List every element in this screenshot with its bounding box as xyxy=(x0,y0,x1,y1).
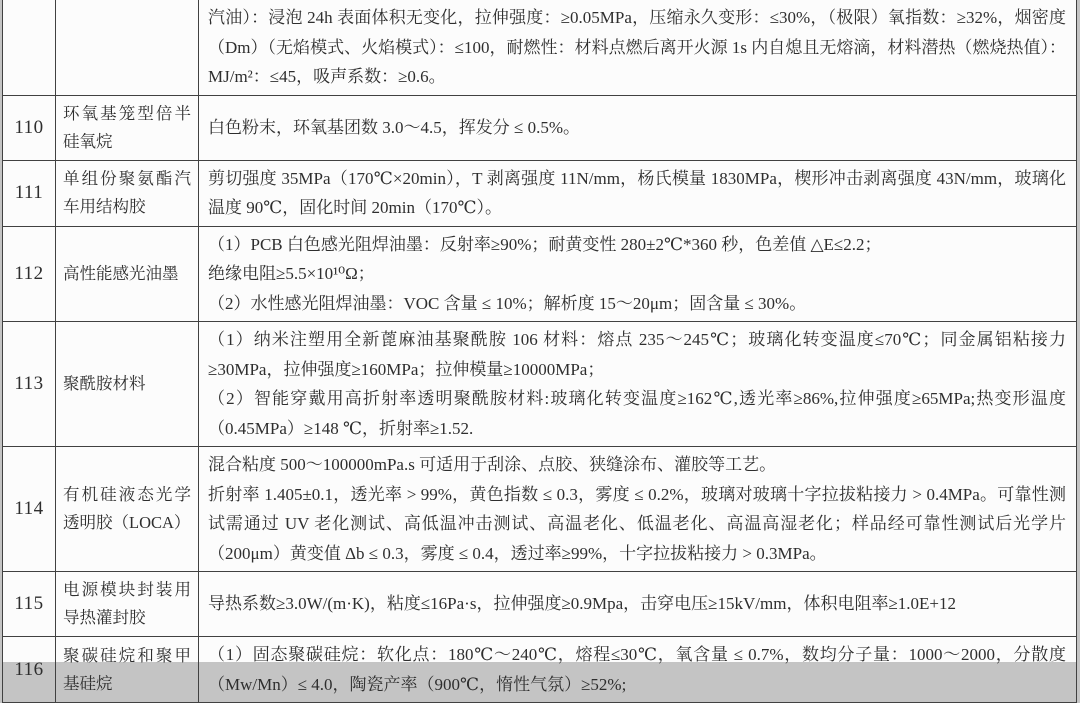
spec-paragraph: 导热系数≥3.0W/(m·K)，粘度≤16Pa·s，拉伸强度≥0.9Mpa，击穿电压≥15kV/mm，体积电阻率≥1.0E+12 xyxy=(208,594,957,614)
spec-cell xyxy=(199,637,1077,703)
spec-cell xyxy=(199,447,1077,572)
spec-paragraph: （1）PCB 白色感光阻焊油墨：反射率≥90%；耐黄变性 280±2℃*360 秒，色差值 △E≤2.2； xyxy=(208,234,882,254)
table-row-113 xyxy=(3,322,1077,447)
spec-cell xyxy=(199,95,1077,160)
material-name-cell: 电源模块封装用导热灌封胶 xyxy=(56,572,199,637)
spec-paragraph: 白色粉末，环氧基团数 3.0～4.5，挥发分 ≤ 0.5%。 xyxy=(208,117,580,137)
table-row-110 xyxy=(3,95,1077,160)
spec-paragraph: 绝缘电阻≥5.5×10¹⁰Ω； xyxy=(208,264,375,283)
row-number-cell: 112 xyxy=(3,226,56,322)
materials-table xyxy=(2,0,1077,703)
row-number-cell: 111 xyxy=(3,160,56,226)
spec-cell xyxy=(199,226,1077,322)
row-number-cell: 113 xyxy=(3,322,56,447)
row-number-cell: 110 xyxy=(3,95,56,160)
spec-paragraph: （2）水性感光阻焊油墨：VOC 含量 ≤ 10%；解析度 15～20μm；固含量 ≤ 30%。 xyxy=(208,293,807,313)
table-row-114 xyxy=(3,447,1077,572)
document-page xyxy=(2,0,1077,694)
table-row-112 xyxy=(3,226,1077,322)
material-name-cell xyxy=(56,0,199,95)
material-name-cell: 聚酰胺材料 xyxy=(56,322,199,447)
spec-cell xyxy=(199,160,1077,226)
spec-paragraph: （1）纳米注塑用全新蓖麻油基聚酰胺 106 材料：熔点 235～245℃；玻璃化转变温度≤70℃；同金属铝粘接力≥30MPa，拉伸强度≥160MPa；拉伸模量≥10000MPa； xyxy=(208,330,1066,379)
spec-paragraph: 混合粘度 500～100000mPa.s 可适用于刮涂、点胶、狭缝涂布、灌胶等工艺。 xyxy=(208,455,777,474)
material-name-cell: 环氧基笼型倍半硅氧烷 xyxy=(56,95,199,160)
spec-cell xyxy=(199,322,1077,447)
spec-paragraph: 剪切强度 35MPa（170℃×20min），T 剥离强度 11N/mm，杨氏模量 1830MPa，楔形冲击剥离强度 43N/mm，玻璃化温度 90℃，固化时间 20min（170℃）。 xyxy=(208,168,1066,217)
table-row-115 xyxy=(3,572,1077,637)
row-number-cell: 116 xyxy=(3,637,56,703)
spec-paragraph: 折射率 1.405±0.1，透光率 > 99%，黄色指数 ≤ 0.3，雾度 ≤ 0.2%，玻璃对玻璃十字拉拔粘接力 > 0.4MPa。可靠性测试需通过 UV 老化测试、高低温冲击测试、高温老化、低温老化、高温高湿老化；样品经可靠性测试后光学片（200μm）黄变值 Δb ≤ 0.3，雾度 ≤ 0.4，透过率≥99%，十字拉拔粘接力 > 0.3MPa。 xyxy=(208,484,1066,563)
material-name-cell: 有机硅液态光学透明胶（LOCA） xyxy=(56,447,199,572)
spec-paragraph: （2）智能穿戴用高折射率透明聚酰胺材料:玻璃化转变温度≥162℃,透光率≥86%,拉伸强度≥65MPa;热变形温度（0.45MPa）≥148 ℃，折射率≥1.52. xyxy=(208,389,1066,438)
table-row-116 xyxy=(3,637,1077,703)
row-number-cell: 115 xyxy=(3,572,56,637)
row-number-cell: 114 xyxy=(3,447,56,572)
material-name-cell: 高性能感光油墨 xyxy=(56,226,199,322)
material-name-cell: 聚碳硅烷和聚甲基硅烷 xyxy=(56,637,199,703)
spec-cell xyxy=(199,0,1077,95)
spec-cell xyxy=(199,572,1077,637)
material-name-cell: 单组份聚氨酯汽车用结构胶 xyxy=(56,160,199,226)
spec-paragraph: （1）固态聚碳硅烷：软化点：180℃～240℃，熔程≤30℃，氧含量 ≤ 0.7%，数均分子量：1000～2000，分散度（Mw/Mn）≤ 4.0，陶瓷产率（900℃，惰性气氛）≥52%; xyxy=(208,645,1066,694)
row-number-cell xyxy=(3,0,56,95)
table-row-continuation xyxy=(3,0,1077,95)
table-row-111 xyxy=(3,160,1077,226)
spec-paragraph: 汽油）：浸泡 24h 表面体积无变化，拉伸强度：≥0.05MPa，压缩永久变形：≤30%，（极限）氧指数：≥32%，烟密度（Dm）（无焰模式、火焰模式）：≤100，耐燃性：材料点燃后离开火源 1s 内自熄且无熔滴，材料潜热（燃烧热值）：MJ/m²：≤45，吸声系数：≥0.6。 xyxy=(208,8,1066,86)
